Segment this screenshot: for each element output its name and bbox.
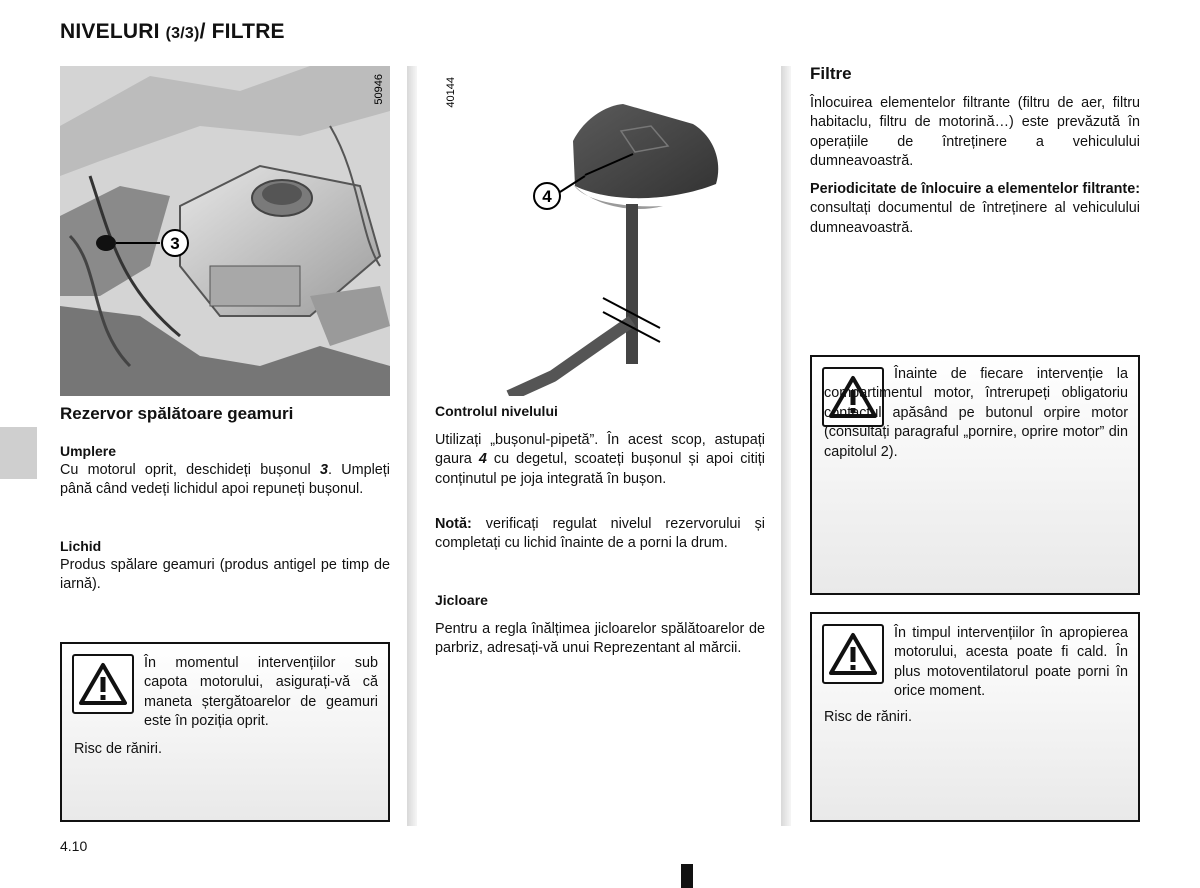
pipette-cap-illustration: [423, 66, 778, 396]
level-check-heading: Controlul nivelului: [435, 403, 558, 419]
warning-ignition-text: Înainte de fiecare intervenție la compartimentul motor, întrerupeți obligatoriu contactul apăsând pe butonul orpire motor (consultați paragraful „pornire, oprire motor” din capitolul 2).: [824, 366, 1128, 460]
warning-triangle-icon: [72, 654, 134, 714]
fill-ref: 3: [319, 462, 328, 478]
level-ref: 4: [478, 451, 487, 468]
fill-text-start: Cu motorul oprit, deschideți bușonul: [60, 462, 320, 478]
filters-heading: Filtre: [810, 64, 852, 83]
warning-hot-engine-text: În timpul intervențiilor în apropierea motorului, acesta poate fi cald. În plus motoventilatorul poate porni în orice moment.: [894, 625, 1128, 700]
photo-ref-code: 50946: [373, 74, 385, 105]
level-check-text: [435, 431, 765, 489]
note-body: verificați regulat nivelul rezervorului și completați cu lichid înainte de a porni la drum.: [435, 516, 765, 552]
filters-intro: Înlocuirea elementelor filtrante (filtru de aer, filtru habitaclu, filtru de motorină…) este prevăzută în operațiile de întreținere a vehiculului dumneavoastră.: [810, 95, 1140, 170]
page-number: 4.10: [60, 838, 88, 854]
title-tail: / FILTRE: [199, 20, 285, 43]
period-body: consultați documentul de întreținere al vehiculului dumneavoastră.: [810, 200, 1140, 236]
warning-hot-engine-risk: Risc de răniri.: [824, 709, 912, 725]
column-divider-left: [407, 66, 417, 826]
level-text-start: Utilizați „bușonul-pipetă”. În acest scop, astupați gaura: [435, 432, 765, 468]
level-text-end: cu degetul, scoateți bușonul și apoi citiți conținutul pe joja integrată în bușon.: [435, 451, 765, 487]
illustration-ref-code: 40144: [445, 77, 457, 108]
period-label: Periodicitate de înlocuire a elementelor filtrante:: [810, 181, 1140, 197]
washer-reservoir-heading: Rezervor spălătoare geamuri: [60, 404, 294, 423]
title-main: NIVELURI: [60, 20, 166, 43]
chapter-side-tab: [0, 427, 37, 479]
jets-text: Pentru a regla înălțimea jicloarelor spălătoarelor de parbriz, adresați-vă unui Reprezentant al mărcii.: [435, 621, 765, 657]
title-part-indicator: (3/3): [165, 25, 200, 42]
illustration-callout-4: 4: [542, 187, 552, 206]
warning-triangle-icon: [822, 624, 884, 684]
photo-callout-3: 3: [170, 234, 180, 253]
fluid-text: Produs spălare geamuri (produs antigel pe timp de iarnă).: [60, 557, 390, 593]
fill-heading: Umplere: [60, 443, 117, 459]
note-text: [435, 515, 765, 554]
warning-wiper-text: În momentul intervențiilor sub capota motorului, asigurați-vă că maneta ștergătoarelor de geamuri este în poziția oprit.: [144, 655, 378, 730]
jets-heading: Jicloare: [435, 592, 488, 608]
warning-box-wiper: [60, 642, 390, 822]
column-divider-right: [781, 66, 791, 826]
filters-period: [810, 180, 1140, 238]
warning-box-ignition: [810, 355, 1140, 595]
fluid-heading: Lichid: [60, 538, 102, 554]
warning-box-hot-engine: [810, 612, 1140, 822]
warning-wiper-risk: Risc de răniri.: [74, 741, 162, 757]
fill-text-end: . Umpleți până când vedeți lichidul apoi repuneți bușonul.: [60, 462, 390, 498]
fill-text: [60, 461, 390, 500]
engine-bay-photo: [60, 66, 390, 396]
page-edge-marker: [681, 864, 693, 888]
page-title: [60, 20, 285, 44]
note-label: Notă:: [435, 516, 472, 532]
